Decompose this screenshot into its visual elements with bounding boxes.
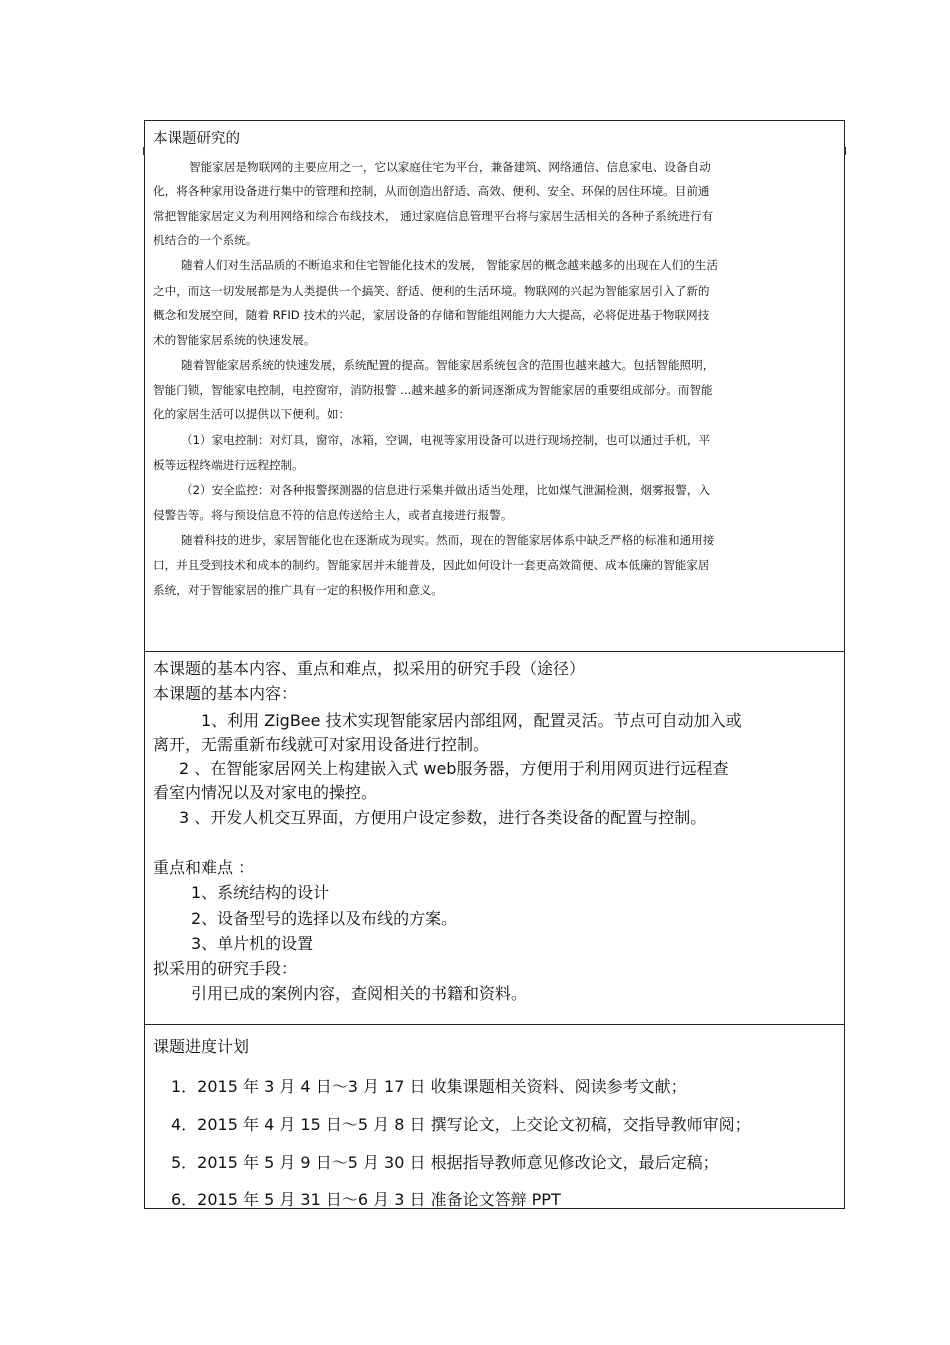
list-item-line: （2）安全监控：对各种报警探测器的信息进行采集并做出适当处理，比如煤气泄漏检测，烟雾报警，入 — [181, 483, 711, 497]
research-background-section — [145, 121, 844, 651]
section-title: 课题进度计划 — [153, 1037, 250, 1056]
list-item-line: 板等远程终端进行远程控制。 — [153, 458, 304, 472]
proposal-table — [144, 120, 845, 1209]
list-item-line: （1）家电控制：对灯具，窗帘，冰箱，空调，电视等家用设备可以进行现场控制，也可以通过手机，平 — [181, 433, 711, 447]
paragraph-line: 概念和发展空间，随着 RFID 技术的兴起，家居设备的存储和智能组网能力大大提高，必将促进基于物联网技 — [153, 308, 710, 322]
subheading: 拟采用的研究手段： — [153, 959, 298, 978]
cell-mark — [143, 147, 145, 155]
content-item: 3 、开发人机交互界面，方便用户设定参数，进行各类设备的配置与控制。 — [179, 808, 707, 827]
content-and-methods-section — [145, 651, 844, 1025]
section-title: 本课题的基本内容、重点和难点，拟采用的研究手段（途径） — [153, 659, 586, 678]
paragraph-line: 智能家居是物联网的主要应用之一，它以家庭住宅为平台，兼备建筑、网络通信、信息家电、设备自动 — [189, 160, 711, 174]
schedule-item: 5．2015 年 5 月 9 日～5 月 30 日 根据指导教师意见修改论文，最后定稿； — [171, 1153, 719, 1172]
paragraph-line: 口，并且受到技术和成本的制约。智能家居并未能普及，因此如何设计一套更高效简便、成本低廉的智能家居 — [153, 558, 710, 572]
subheading: 重点和难点 ： — [153, 858, 255, 877]
schedule-section — [145, 1024, 844, 1209]
method-item: 引用已成的案例内容，查阅相关的书籍和资料。 — [191, 984, 528, 1003]
paragraph-line: 系统，对于智能家居的推广具有一定的积极作用和意义。 — [153, 583, 443, 597]
content-item: 看室内情况以及对家电的操控。 — [153, 783, 378, 802]
subheading: 本课题的基本内容： — [153, 684, 298, 703]
list-item-line: 侵警告等。将与预设信息不符的信息传送给主人，或者直接进行报警。 — [153, 508, 513, 522]
paragraph-line: 随着智能家居系统的快速发展，系统配置的提高。智能家居系统包含的范围也越来越大。包括智能照明， — [181, 358, 715, 372]
paragraph-line: 智能门锁，智能家电控制，电控窗帘，消防报警 ...越来越多的新词逐渐成为智能家居的重要组成部分。而智能 — [153, 383, 713, 397]
paragraph-line: 之中，而这一切发展都是为人类提供一个搞笑、舒适、便利的生活环境。物联网的兴起为智能家居引入了新的 — [153, 284, 710, 298]
paragraph-line: 随着科技的进步，家居智能化也在逐渐成为现实。然而，现在的智能家居体系中缺乏严格的标准和通用接 — [181, 533, 715, 547]
key-point-item: 2、设备型号的选择以及布线的方案。 — [191, 909, 458, 928]
paragraph-line: 化的家居生活可以提供以下便利。如： — [153, 407, 351, 421]
content-item: 离开，无需重新布线就可对家用设备进行控制。 — [153, 735, 490, 754]
schedule-item: 4．2015 年 4 月 15 日～5 月 8 日 撰写论文，上交论文初稿，交指导教师审阅； — [171, 1115, 751, 1134]
cell-mark — [844, 147, 846, 155]
key-point-item: 3、单片机的设置 — [191, 934, 314, 953]
schedule-item: 1．2015 年 3 月 4 日～3 月 17 日 收集课题相关资料、阅读参考文献； — [171, 1077, 687, 1096]
paragraph-line: 机结合的一个系统。 — [153, 233, 258, 247]
content-item: 1、利用 ZigBee 技术实现智能家居内部组网，配置灵活。节点可自动加入或 — [201, 711, 742, 730]
paragraph-line: 化，将各种家用设备进行集中的管理和控制，从而创造出舒适、高效、便利、安全、环保的居住环境。目前通 — [153, 184, 710, 198]
paragraph-line: 随着人们对生活品质的不断追求和住宅智能化技术的发展， 智能家居的概念越来越多的出现在人们的生活 — [181, 258, 719, 272]
key-point-item: 1、系统结构的设计 — [191, 883, 330, 902]
paragraph-line: 术的智能家居系统的快速发展。 — [153, 333, 316, 347]
schedule-item: 6．2015 年 5 月 31 日～6 月 3 日 准备论文答辩 PPT — [171, 1190, 561, 1209]
section-title: 本课题研究的 — [153, 131, 240, 147]
paragraph-line: 常把智能家居定义为利用网络和综合布线技术， 通过家庭信息管理平台将与家居生活相关的各种子系统进行有 — [153, 209, 714, 223]
content-item: 2 、在智能家居网关上构建嵌入式 web服务器，方便用于利用网页进行远程查 — [179, 759, 729, 778]
